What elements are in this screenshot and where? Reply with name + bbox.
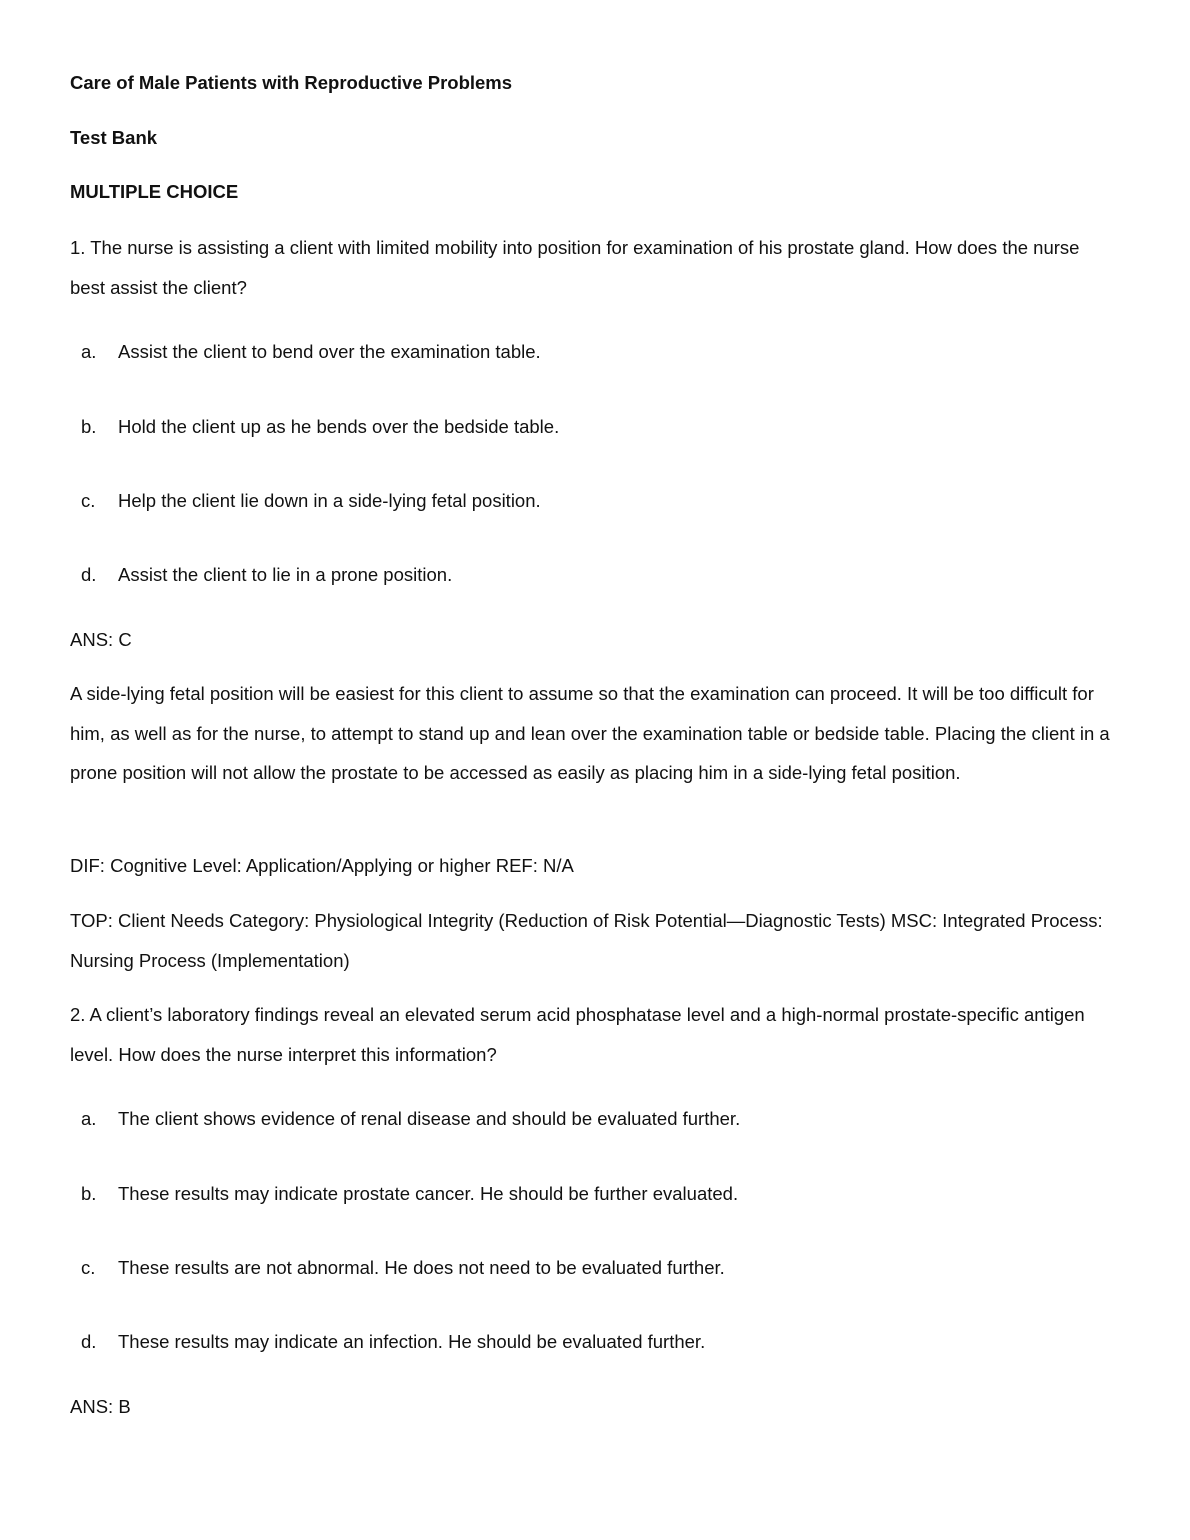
question-1-topic: TOP: Client Needs Category: Physiological Integrity (Reduction of Risk Potential—Diagnostic Tests) MSC: Integrated Process: Nursing Process (Implementation) xyxy=(70,910,1103,971)
option-letter: d. xyxy=(81,1331,97,1352)
option-letter: d. xyxy=(81,564,97,585)
document-title: Care of Male Patients with Reproductive Problems xyxy=(70,72,513,93)
option-text: Help the client lie down in a side-lying fetal position. xyxy=(118,490,541,511)
option-text: These results may indicate prostate cancer. He should be further evaluated. xyxy=(118,1183,739,1204)
option-letter: b. xyxy=(81,1183,97,1204)
question-1-answer: ANS: C xyxy=(70,629,132,650)
option-letter: a. xyxy=(81,341,97,362)
question-1-difficulty: DIF: Cognitive Level: Application/Applying or higher REF: N/A xyxy=(70,855,574,876)
option-text: Assist the client to bend over the examination table. xyxy=(118,341,541,362)
option-text: Assist the client to lie in a prone position. xyxy=(118,564,453,585)
option-letter: c. xyxy=(81,1257,96,1278)
question-2-answer: ANS: B xyxy=(70,1396,131,1417)
option-letter: c. xyxy=(81,490,96,511)
section-heading: MULTIPLE CHOICE xyxy=(70,181,239,202)
question-1-rationale: A side-lying fetal position will be easiest for this client to assume so that the examination can proceed. It will be too difficult for him, as well as for the nurse, to attempt to stand up and lean over the examination table or bedside table. Placing the client in a prone position will not allow the prostate to be accessed as easily as placing him in a side-lying fetal position. xyxy=(70,683,1110,783)
option-text: Hold the client up as he bends over the bedside table. xyxy=(118,416,560,437)
option-letter: b. xyxy=(81,416,97,437)
option-letter: a. xyxy=(81,1108,97,1129)
question-1-stem: 1. The nurse is assisting a client with limited mobility into position for examination of his prostate gland. How does the nurse best assist the client? xyxy=(70,237,1080,298)
option-text: These results are not abnormal. He does not need to be evaluated further. xyxy=(118,1257,725,1278)
option-text: The client shows evidence of renal disease and should be evaluated further. xyxy=(118,1108,741,1129)
question-2-stem: 2. A client’s laboratory findings reveal an elevated serum acid phosphatase level and a high-normal prostate-specific antigen level. How does the nurse interpret this information? xyxy=(70,1004,1085,1065)
document-subtitle: Test Bank xyxy=(70,127,158,148)
option-text: These results may indicate an infection. He should be evaluated further. xyxy=(118,1331,706,1352)
